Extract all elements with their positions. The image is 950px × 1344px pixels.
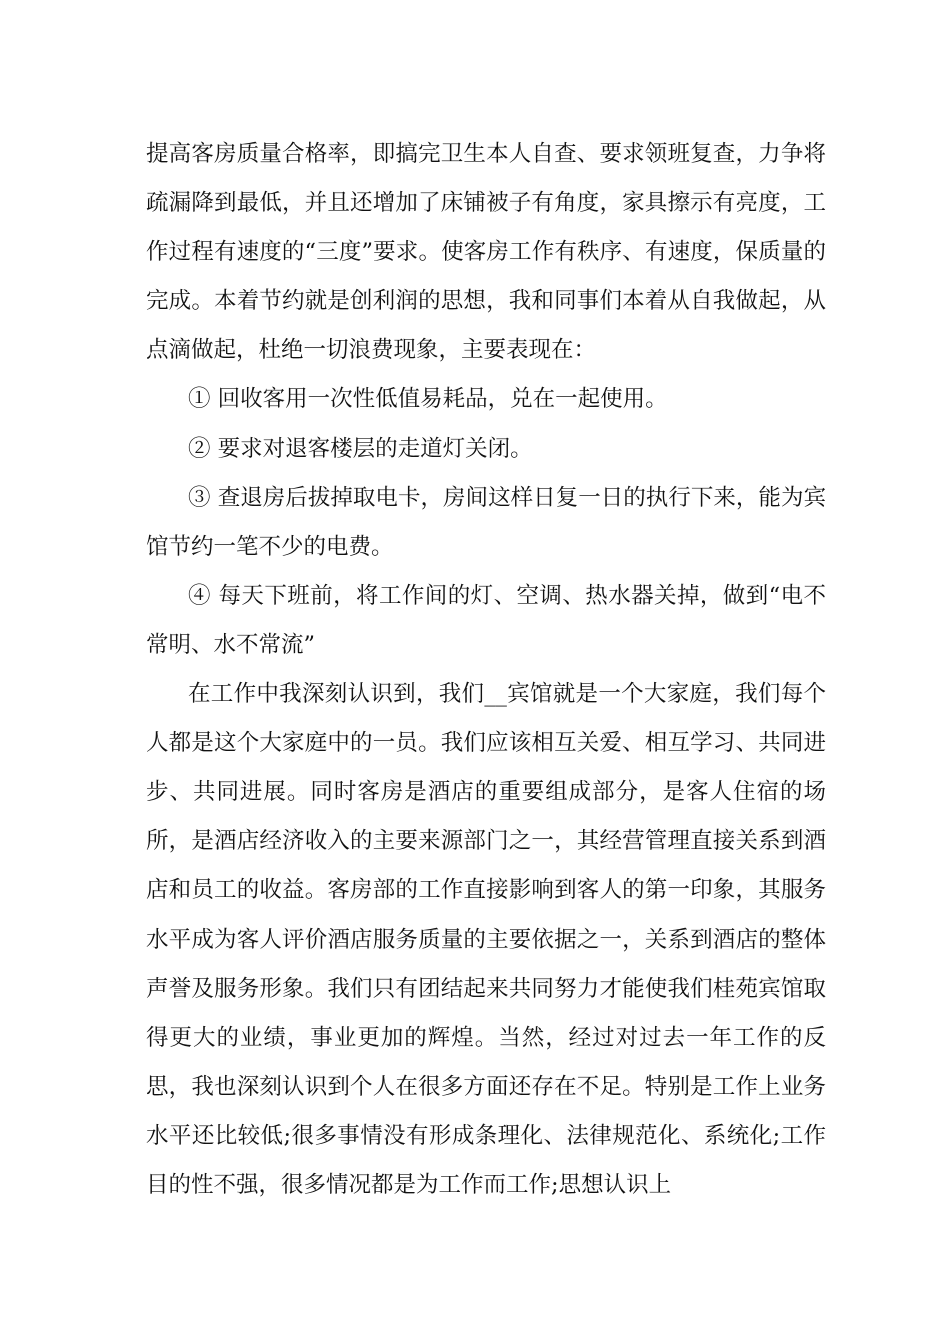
list-item-1: ① 回收客用一次性低值易耗品，兑在一起使用。 (188, 386, 668, 413)
document-body (146, 130, 826, 1210)
paragraph-continuation: 提高客房质量合格率，即搞完卫生本人自查、要求领班复查，力争将疏漏降到最低，并且还增加了床铺被子有角度，家具擦示有亮度，工作过程有速度的“三度”要求。使客房工作有秩序、有速度，保质量的完成。本着节约就是创利润的思想，我和同事们本着从自我做起，从点滴做起，杜绝一切浪费现象，主要表现在： (146, 141, 826, 364)
paragraph-reflection: 在工作中我深刻认识到，我们__宾馆就是一个大家庭，我们每个人都是这个大家庭中的一员。我们应该相互关爱、相互学习、共同进步、共同进展。同时客房是酒店的重要组成部分，是客人住宿的场所，是酒店经济收入的主要来源部门之一，其经营管理直接关系到酒店和员工的收益。客房部的工作直接影响到客人的第一印象，其服务水平成为客人评价酒店服务质量的主要依据之一，关系到酒店的整体声誉及服务形象。我们只有团结起来共同努力才能使我们桂苑宾馆取得更大的业绩，事业更加的辉煌。当然，经过对过去一年工作的反思，我也深刻认识到个人在很多方面还存在不足。特别是工作上业务水平还比较低;很多事情没有形成条理化、法律规范化、系统化;工作目的性不强，很多情况都是为工作而工作;思想认识上 (146, 681, 826, 1198)
list-item-3: ③ 查退房后拔掉取电卡，房间这样日复一日的执行下来，能为宾馆节约一笔不少的电费。 (146, 484, 826, 560)
list-item-2: ② 要求对退客楼层的走道灯关闭。 (188, 435, 533, 462)
list-item-4: ④ 每天下班前，将工作间的灯、空调、热水器关掉，做到“电不常明、水不常流” (146, 582, 826, 658)
